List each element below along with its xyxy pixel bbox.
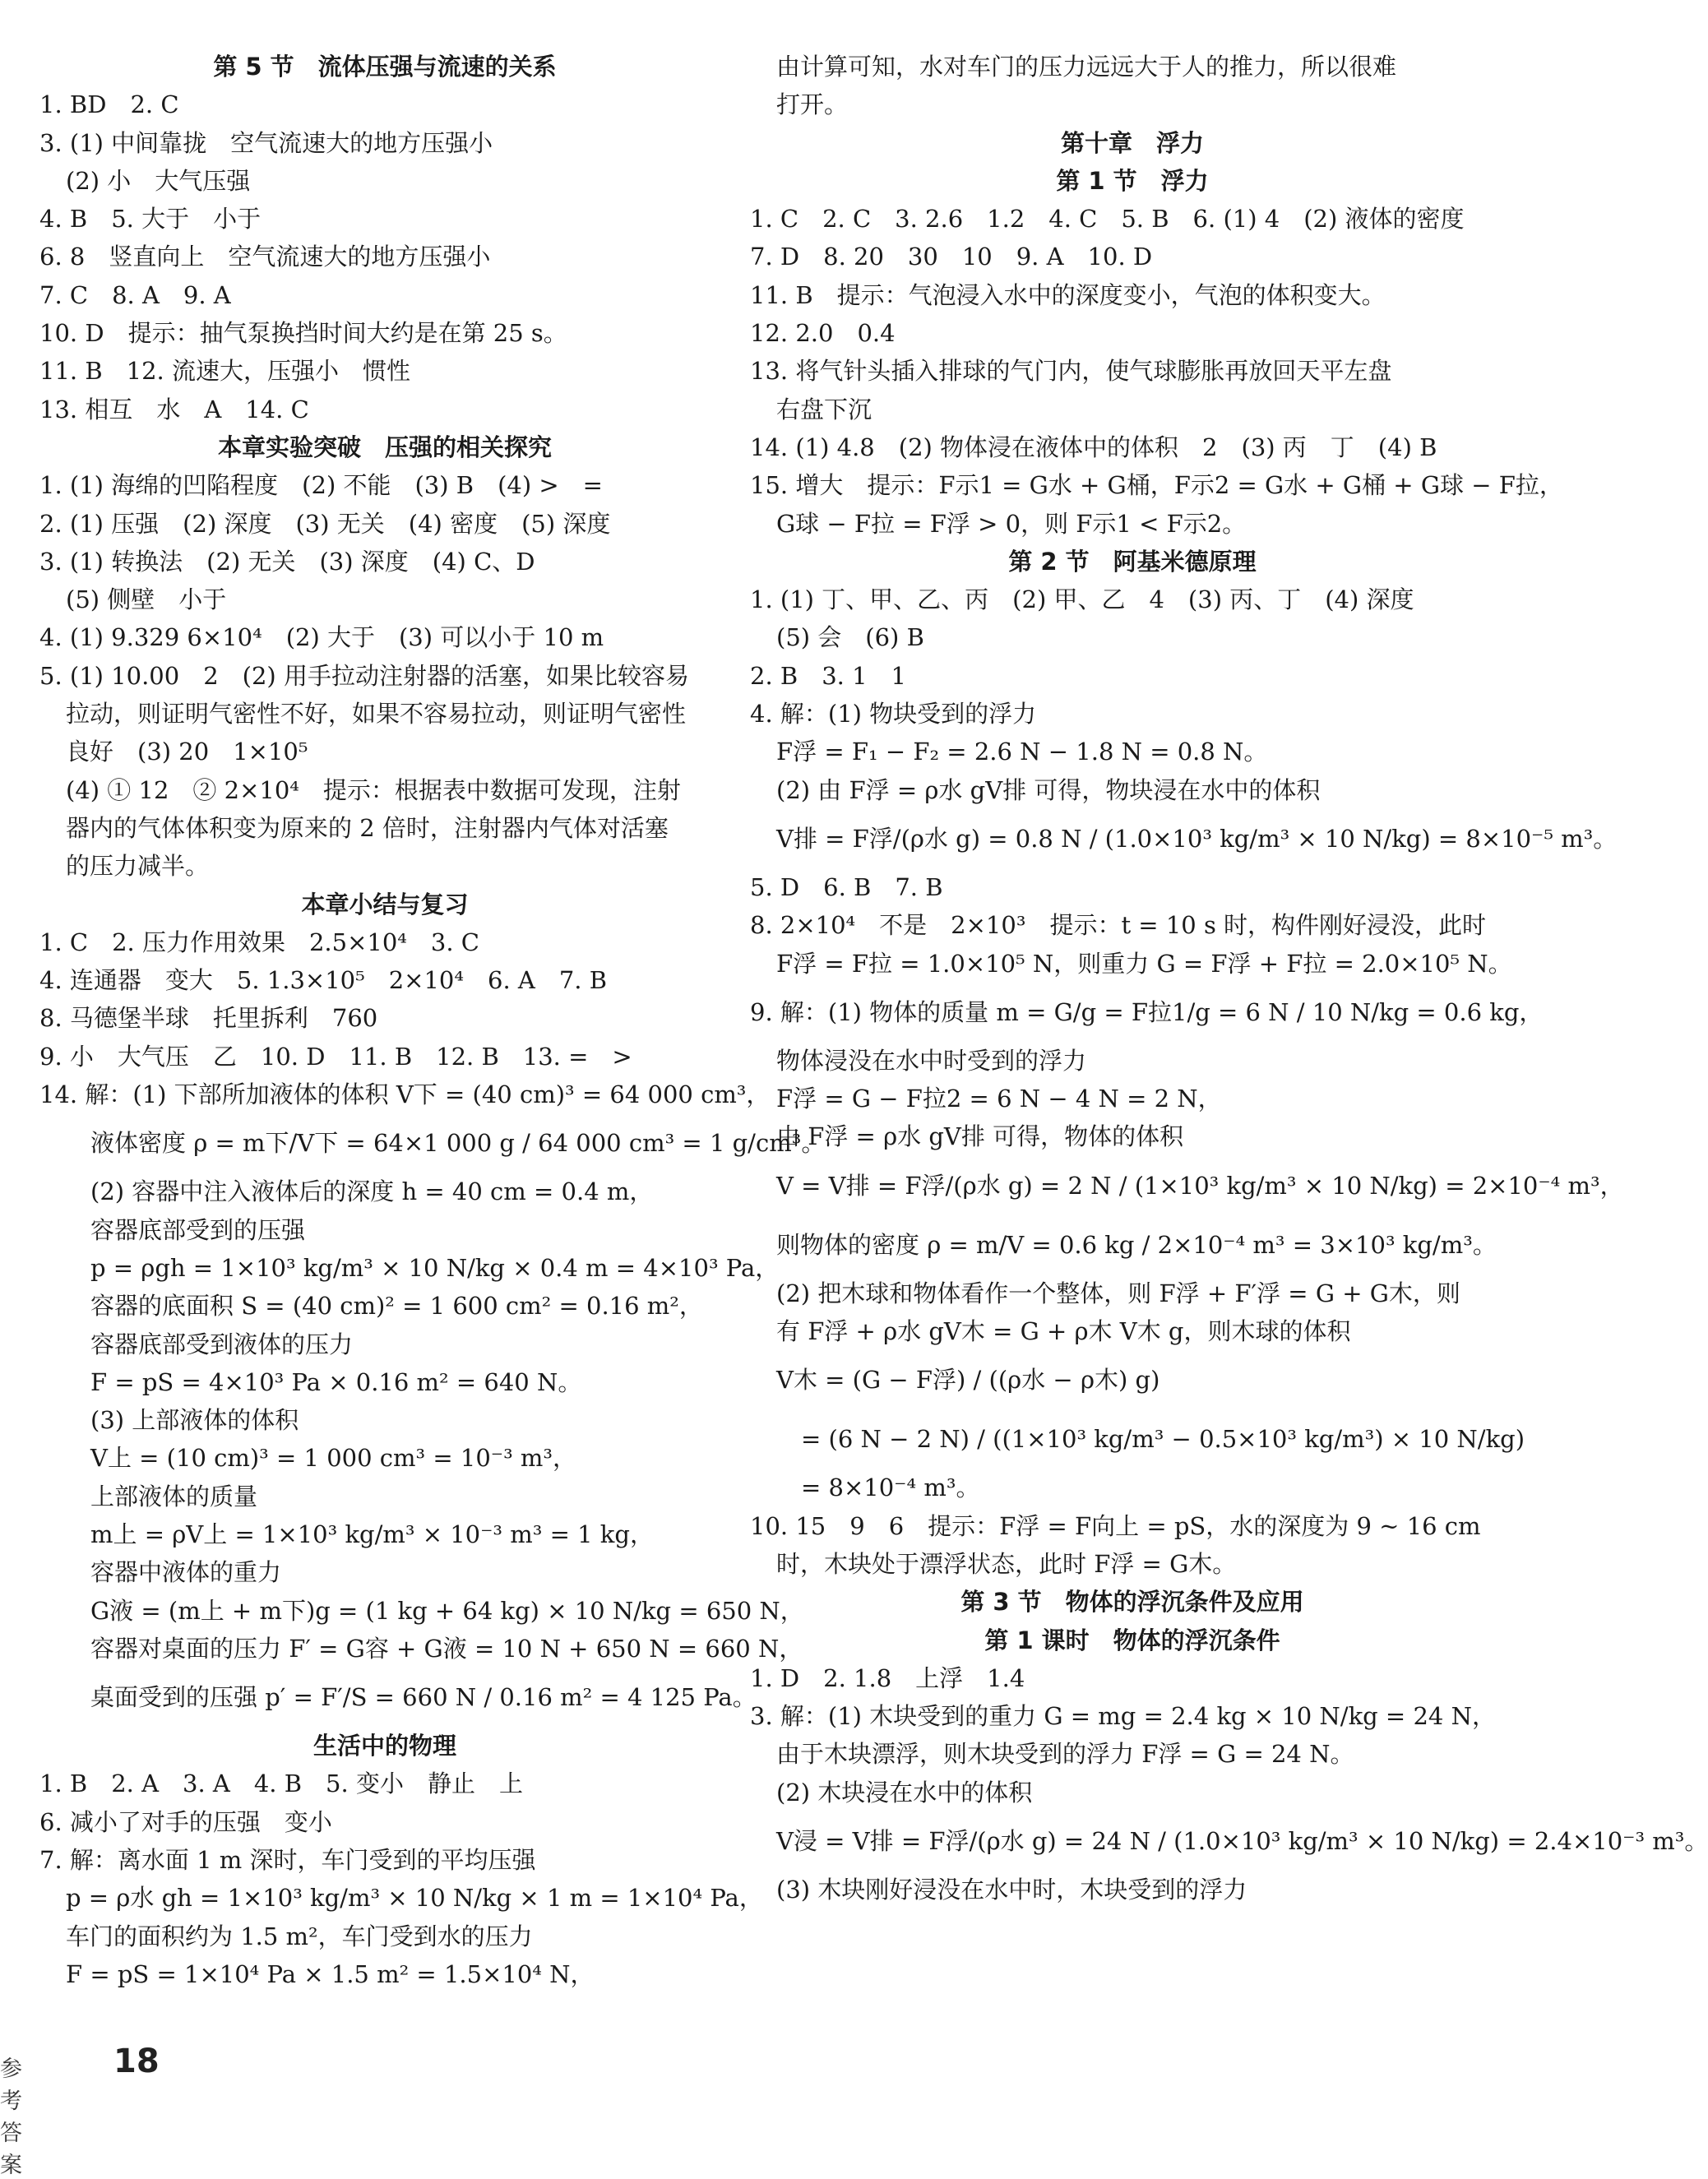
- answer-line: 1. B 2. A 3. A 4. B 5. 变小 静止 上: [39, 1770, 523, 1798]
- answer-line: 4. 解：(1) 物块受到的浮力: [750, 700, 1037, 729]
- section-heading: 本章小结与复习: [301, 890, 469, 918]
- answer-line: F = pS = 1×10⁴ Pa × 1.5 m² = 1.5×10⁴ N，: [66, 1959, 595, 1988]
- answer-line: 1. C 2. C 3. 2.6 1.2 4. C 5. B 6. (1) 4 (2) 液体的密度: [750, 205, 1465, 234]
- answer-line: 1. C 2. 压力作用效果 2.5×10⁴ 3. C: [39, 928, 479, 956]
- section-heading: 第 1 课时 物体的浮沉条件: [984, 1626, 1280, 1654]
- answer-line: V木 = (G − F浮) / ((ρ水 − ρ木) g): [776, 1366, 1160, 1395]
- answer-line: 车门的面积约为 1.5 m²，车门受到水的压力: [66, 1922, 533, 1950]
- answer-line: 容器中液体的重力: [90, 1558, 282, 1587]
- answer-line: (2) 由 F浮 = ρ水 gV排 可得，物块浸在水中的体积: [776, 775, 1321, 804]
- answer-line: (4) ① 12 ② 2×10⁴ 提示：根据表中数据可发现，注射: [66, 775, 681, 804]
- section-heading: 第十章 浮力: [1060, 128, 1204, 157]
- answer-line: 2. B 3. 1 1: [750, 661, 906, 690]
- answer-line: F浮 = G − F拉2 = 6 N − 4 N = 2 N，: [776, 1085, 1222, 1113]
- section-heading: 第 3 节 物体的浮沉条件及应用: [960, 1588, 1304, 1617]
- answer-line: 7. D 8. 20 30 10 9. A 10. D: [750, 243, 1153, 271]
- answer-line: 由计算可知，水对车门的压力远远大于人的推力，所以很难: [776, 53, 1397, 81]
- answer-line: 11. B 提示：气泡浸入水中的深度变小，气泡的体积变大。: [750, 280, 1386, 309]
- answer-line: 1. (1) 丁、甲、乙、丙 (2) 甲、乙 4 (3) 丙、丁 (4) 深度: [750, 585, 1414, 614]
- answer-line: 10. 15 9 6 提示：F浮 = F向上 = pS，水的深度为 9 ~ 16 cm: [750, 1511, 1481, 1540]
- answer-line: V排 = F浮/(ρ水 g) = 0.8 N / (1.0×10³ kg/m³ × 10 N/kg) = 8×10⁻⁵ m³。: [776, 824, 1618, 853]
- answer-line: 4. (1) 9.329 6×10⁴ (2) 大于 (3) 可以小于 10 m: [39, 623, 604, 652]
- answer-line: F = pS = 4×10³ Pa × 0.16 m² = 640 N。: [90, 1367, 582, 1396]
- answer-line: 8. 马德堡半球 托里拆利 760: [39, 1004, 378, 1033]
- answer-line: 则物体的密度 ρ = m/V = 0.6 kg / 2×10⁻⁴ m³ = 3×10³ kg/m³。: [776, 1230, 1497, 1259]
- right-column: [750, 48, 1708, 1908]
- answer-line: 5. (1) 10.00 2 (2) 用手拉动注射器的活塞，如果比较容易: [39, 661, 689, 690]
- answer-line: 容器对桌面的压力 F′ = G容 + G液 = 10 N + 650 N = 660 N，: [90, 1634, 803, 1663]
- answer-line: (5) 会 (6) B: [776, 623, 924, 652]
- answer-line: 15. 增大 提示：F示1 = G水 + G桶，F示2 = G水 + G桶 + G球 − F拉，: [750, 471, 1563, 500]
- answer-line: 12. 2.0 0.4: [750, 319, 896, 348]
- answer-line: 6. 减小了对手的压强 变小: [39, 1807, 332, 1836]
- answer-line: 液体密度 ρ = m下/V下 = 64×1 000 g / 64 000 cm³ = 1 g/cm³。: [90, 1129, 826, 1158]
- answer-line: 3. (1) 中间靠拢 空气流速大的地方压强小: [39, 128, 493, 157]
- answer-line: (3) 木块刚好浸没在水中时，木块受到的浮力: [776, 1875, 1247, 1904]
- answer-line: 良好 (3) 20 1×10⁵: [66, 738, 308, 766]
- answer-line: (2) 木块浸在水中的体积: [776, 1778, 1033, 1807]
- answer-line: 13. 相互 水 A 14. C: [39, 395, 309, 423]
- answer-line: 3. (1) 转换法 (2) 无关 (3) 深度 (4) C、D: [39, 547, 535, 576]
- answer-line: 2. (1) 压强 (2) 深度 (3) 无关 (4) 密度 (5) 深度: [39, 509, 611, 538]
- answer-line: (2) 小 大气压强: [66, 166, 251, 195]
- answer-line: 右盘下沉: [776, 395, 873, 423]
- answer-line: 13. 将气针头插入排球的气门内，使气球膨胀再放回天平左盘: [750, 357, 1392, 386]
- section-heading: 第 2 节 阿基米德原理: [1008, 547, 1257, 576]
- answer-line: V上 = (10 cm)³ = 1 000 cm³ = 10⁻³ m³，: [90, 1444, 577, 1473]
- answer-line: 容器底部受到液体的压力: [90, 1330, 354, 1358]
- answer-line: G液 = (m上 + m下)g = (1 kg + 64 kg) × 10 N/kg = 650 N，: [90, 1596, 804, 1625]
- answer-line: F浮 = F₁ − F₂ = 2.6 N − 1.8 N = 0.8 N。: [776, 738, 1268, 766]
- answer-line: 11. B 12. 流速大，压强小 惯性: [39, 357, 410, 386]
- answer-line: m上 = ρV上 = 1×10³ kg/m³ × 10⁻³ m³ = 1 kg，: [90, 1520, 654, 1548]
- answer-line: 9. 解：(1) 物体的质量 m = G/g = F拉1/g = 6 N / 10 N/kg = 0.6 kg，: [750, 997, 1544, 1026]
- answer-line: (5) 侧壁 小于: [66, 585, 227, 614]
- answer-line: 容器的底面积 S = (40 cm)² = 1 600 cm² = 0.16 m²，: [90, 1292, 703, 1321]
- answer-line: 4. 连通器 变大 5. 1.3×10⁵ 2×10⁴ 6. A 7. B: [39, 966, 608, 995]
- answer-line: 7. C 8. A 9. A: [39, 280, 231, 309]
- answer-line: 1. D 2. 1.8 上浮 1.4: [750, 1663, 1025, 1692]
- answer-line: V = V排 = F浮/(ρ水 g) = 2 N / (1×10³ kg/m³ × 10 N/kg) = 2×10⁻⁴ m³，: [776, 1171, 1624, 1200]
- answer-line: 的压力减半。: [66, 852, 210, 881]
- answer-line: (3) 上部液体的体积: [90, 1406, 299, 1435]
- page-number: 18: [113, 2043, 160, 2080]
- answer-line: 容器底部受到的压强: [90, 1215, 306, 1244]
- answer-line: 打开。: [776, 90, 849, 119]
- section-heading: 生活中的物理: [312, 1732, 456, 1760]
- answer-line: p = ρ水 gh = 1×10³ kg/m³ × 10 N/kg × 1 m = 1×10⁴ Pa，: [66, 1884, 763, 1913]
- answer-line: F浮 = F拉 = 1.0×10⁵ N，则重力 G = F浮 + F拉 = 2.0×10⁵ N。: [776, 949, 1512, 978]
- answer-line: 上部液体的质量: [90, 1482, 258, 1510]
- answer-line: 9. 小 大气压 乙 10. D 11. B 12. B 13. = >: [39, 1042, 632, 1071]
- answer-line: = (6 N − 2 N) / ((1×10³ kg/m³ − 0.5×10³ kg/m³) × 10 N/kg): [801, 1425, 1525, 1454]
- answer-line: 由 F浮 = ρ水 gV排 可得，物体的体积: [776, 1122, 1184, 1151]
- answer-line: p = ρgh = 1×10³ kg/m³ × 10 N/kg × 0.4 m = 4×10³ Pa，: [90, 1253, 780, 1282]
- answer-line: (2) 把木球和物体看作一个整体，则 F浮 + F′浮 = G + G木，则: [776, 1279, 1460, 1307]
- answer-line: 拉动，则证明气密性不好，如果不容易拉动，则证明气密性: [66, 700, 687, 729]
- answer-line: 桌面受到的压强 p′ = F′/S = 660 N / 0.16 m² = 4 125 Pa。: [90, 1683, 757, 1712]
- answer-line: = 8×10⁻⁴ m³。: [801, 1473, 980, 1502]
- answer-line: 器内的气体体积变为原来的 2 倍时，注射器内气体对活塞: [66, 813, 669, 842]
- answer-line: 8. 2×10⁴ 不是 2×10³ 提示：t = 10 s 时，构件刚好浸没，此时: [750, 911, 1487, 940]
- answer-line: 时，木块处于漂浮状态，此时 F浮 = G木。: [776, 1549, 1237, 1578]
- answer-line: 1. BD 2. C: [39, 90, 179, 119]
- footer-label: 参考答案: [0, 2056, 22, 2178]
- answer-line: 由于木块漂浮，则木块受到的浮力 F浮 = G = 24 N。: [776, 1740, 1354, 1769]
- answer-line: 14. 解：(1) 下部所加液体的体积 V下 = (40 cm)³ = 64 000 cm³，: [39, 1080, 771, 1109]
- answer-line: V浸 = V排 = F浮/(ρ水 g) = 24 N / (1.0×10³ kg/m³ × 10 N/kg) = 2.4×10⁻³ m³。: [776, 1826, 1708, 1855]
- answer-line: (2) 容器中注入液体后的深度 h = 40 cm = 0.4 m，: [90, 1177, 654, 1206]
- section-heading: 第 1 节 浮力: [1056, 166, 1209, 195]
- answer-line: 7. 解：离水面 1 m 深时，车门受到的平均压强: [39, 1846, 536, 1875]
- answer-line: 物体浸没在水中时受到的浮力: [776, 1046, 1087, 1075]
- answer-line: 1. (1) 海绵的凹陷程度 (2) 不能 (3) B (4) > =: [39, 471, 603, 500]
- answer-line: 有 F浮 + ρ水 gV木 = G + ρ木 V木 g，则木球的体积: [776, 1317, 1351, 1346]
- answer-line: 3. 解：(1) 木块受到的重力 G = mg = 2.4 kg × 10 N/kg = 24 N，: [750, 1702, 1496, 1731]
- section-heading: 本章实验突破 压强的相关探究: [217, 433, 552, 461]
- answer-line: 4. B 5. 大于 小于: [39, 205, 262, 234]
- answer-line: 10. D 提示：抽气泵换挡时间大约是在第 25 s。: [39, 319, 567, 348]
- answer-line: 14. (1) 4.8 (2) 物体浸在液体中的体积 2 (3) 丙 丁 (4) B: [750, 433, 1437, 461]
- section-heading: 第 5 节 流体压强与流速的关系: [213, 53, 557, 81]
- answer-line: 5. D 6. B 7. B: [750, 872, 943, 901]
- answer-line: 6. 8 竖直向上 空气流速大的地方压强小: [39, 243, 491, 271]
- answer-line: G球 − F拉 = F浮 > 0，则 F示1 < F示2。: [776, 509, 1247, 538]
